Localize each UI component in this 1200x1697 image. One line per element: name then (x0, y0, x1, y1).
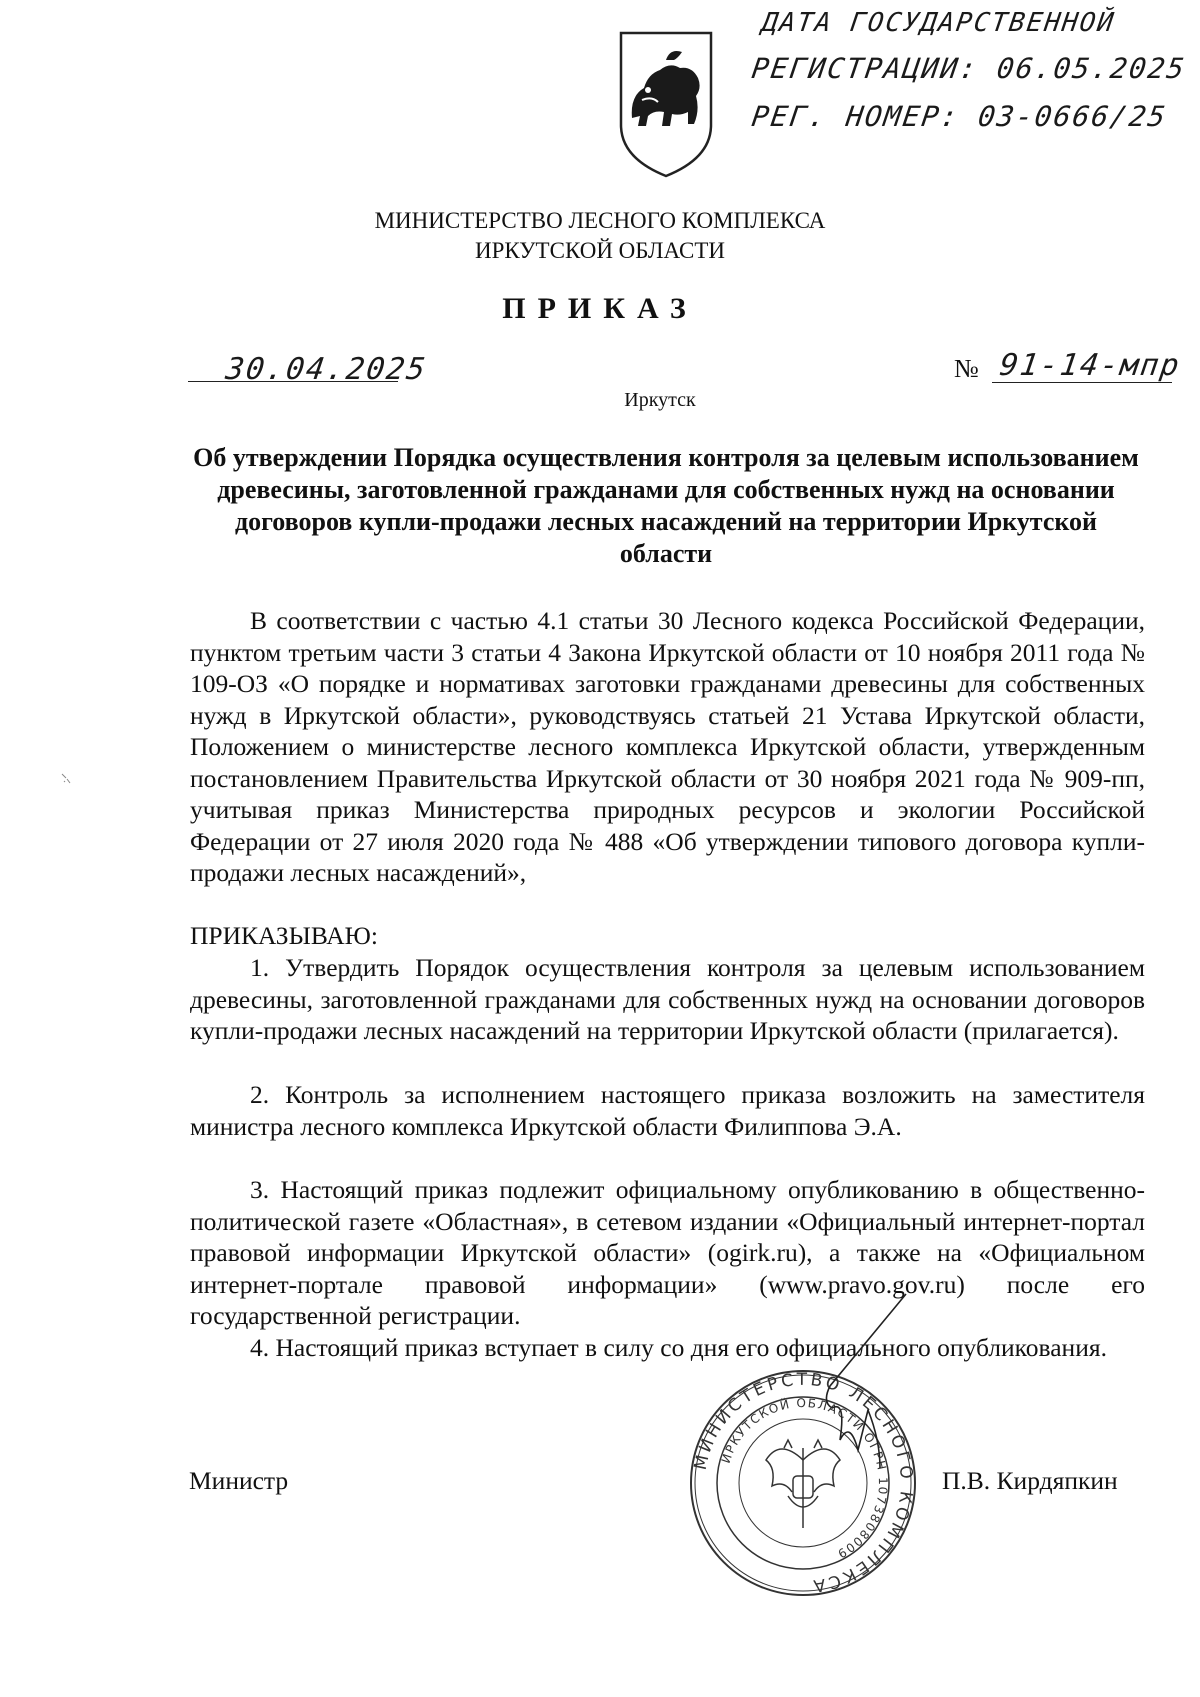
order-word (190, 920, 1145, 952)
order-item-text: 4. Настоящий приказ вступает в силу со дня его официального опубликования. (250, 1333, 1107, 1362)
signatory-name: П.В. Кирдяпкин (942, 1466, 1118, 1495)
preamble-text: В соответствии с частью 4.1 статьи 30 Лесного кодекса Российской Федерации, пунктом третьим части 3 статьи 4 Закона Иркутской области от 10 ноября 2011 года № 109-ОЗ «О порядке и нормативах заготовки гражданами древесины для собственных нужд в Иркутской области», руководствуясь статьей 21 Устава Иркутской области, Положением о министерстве лесного комплекса Иркутской области, утвержденным постановлением Правительства Иркутской области от 30 ноября 2021 года № 909-пп, учитывая приказ Министерства природных ресурсов и экологии Российской Федерации от 27 июля 2020 года № 488 «Об утверждении типового договора купли-продажи лесных насаждений», (190, 606, 1145, 887)
city: Иркутск (624, 389, 696, 411)
order-item-3 (190, 1174, 1145, 1332)
signatory-position: Министр (189, 1466, 289, 1495)
handwritten-signature (810, 1290, 950, 1470)
registration-number: РЕГ. НОМЕР: 03-0666/25 (749, 100, 1170, 133)
order-word-text: ПРИКАЗЫВАЮ: (190, 921, 378, 950)
order-item-text: 3. Настоящий приказ подлежит официальному опубликованию в общественно-политической газете «Областная», в сетевом издании «Официальный интернет-портал правовой информации Иркутской области» (ogirk.ru), а также на «Официальном интернет-портале правовой информации» (www.pravo.gov.ru) после его государственной регистрации. (190, 1175, 1145, 1330)
preamble-paragraph (190, 605, 1145, 889)
registration-date-value: РЕГИСТРАЦИИ: 06.05.2025 (749, 52, 1189, 85)
scan-speck (60, 772, 74, 786)
ministry-name-line1: МИНИСТЕРСТВО ЛЕСНОГО КОМПЛЕКСА (374, 208, 826, 233)
order-item-4 (190, 1332, 1145, 1364)
order-item-1 (190, 952, 1145, 1047)
irkutsk-coat-of-arms-icon (618, 30, 714, 180)
order-number: 91-14-мпр (997, 348, 1184, 383)
order-item-text: 2. Контроль за исполнением настоящего приказа возложить на заместителя министра лесного комплекса Иркутской области Филиппова Э.А. (190, 1080, 1145, 1141)
number-sign: № (954, 354, 979, 383)
order-title: Об утверждении Порядка осуществления контроля за целевым использованием древесины, заготовленной гражданами для собственных нужд на основании договоров купли-продажи лесных насаждений на территории Иркутской области (193, 443, 1139, 568)
document-type: ПРИКАЗ (502, 292, 698, 325)
order-item-text: 1. Утвердить Порядок осуществления контроля за целевым использованием древесины, заготовленной гражданами для собственных нужд на основании договоров купли-продажи лесных насаждений на территории Иркутской области (прилагается). (190, 953, 1145, 1045)
seal-outer-text: МИНИСТЕРСТВО ЛЕСНОГО КОМПЛЕКСА (690, 1369, 917, 1596)
ministry-name-line2: ИРКУТСКОЙ ОБЛАСТИ (474, 238, 725, 263)
order-item-2 (190, 1079, 1145, 1142)
registration-date-label: ДАТА ГОСУДАРСТВЕННОЙ (759, 8, 1118, 38)
order-date: 30.04.2025 (223, 352, 430, 387)
seal-inner-text: ИРКУТСКОЙ ОБЛАСТИ ОГРН 1073808009 (718, 1395, 891, 1562)
